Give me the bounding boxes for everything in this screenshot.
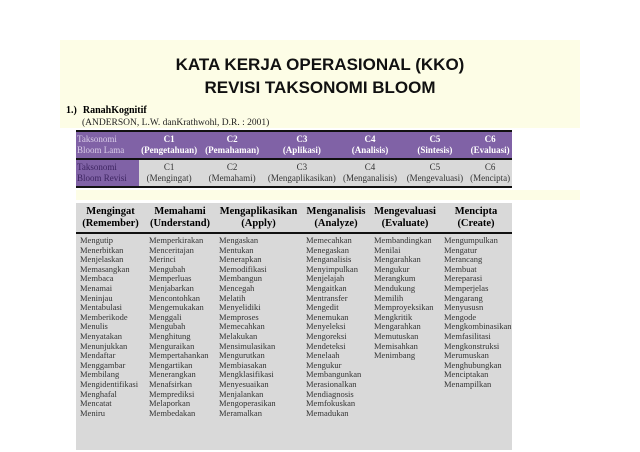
verb-item: Menyimpulkan [306, 263, 358, 274]
section-heading [66, 105, 147, 116]
verb-item: Menulis [80, 321, 108, 332]
verb-item: Mengarang [444, 292, 483, 303]
level-cell [468, 131, 512, 159]
verb-item: Menganalisis [306, 254, 352, 265]
verb-item: Menguraikan [149, 340, 195, 351]
verb-item: Membiasakan [219, 359, 267, 370]
row-old-taxonomy [76, 131, 512, 159]
verb-item: Mengatur [444, 244, 478, 255]
level-name: (Sintesis) [417, 145, 453, 155]
verb-item: Mengumpulkan [444, 235, 498, 245]
verb-item: Membuat [444, 263, 477, 274]
verb-item: Merangkum [374, 273, 416, 284]
column-header [370, 203, 440, 234]
verb-item: Memproyeksikan [374, 302, 434, 313]
level-cell [199, 159, 265, 187]
verb-item: Menjelajah [306, 273, 345, 284]
verb-item: Mengkombinasikan [444, 321, 512, 332]
verb-item: Mengkonstruksi [444, 340, 500, 351]
level-name: (Memahami) [208, 173, 256, 183]
verb-item: Menyatakan [80, 330, 123, 341]
verb-item: Mendiagnosis [306, 388, 354, 399]
verb-item: Membaca [80, 273, 114, 284]
verb-item: Mendukung [374, 282, 416, 293]
level-code: C6 [484, 134, 496, 144]
verb-list [444, 236, 512, 390]
separator-band [76, 190, 580, 200]
level-name: (Mengingat) [146, 173, 192, 183]
verb-item: Memutuskan [374, 330, 419, 341]
verb-item: Menggali [149, 311, 182, 322]
column-header [440, 203, 512, 234]
verb-list [374, 236, 440, 361]
level-cell [402, 131, 469, 159]
verb-item: Meniru [80, 407, 106, 418]
verb-item: Mengoperasikan [219, 398, 276, 409]
verb-list [80, 236, 145, 418]
header-indonesian: Memahami [154, 206, 206, 217]
verb-column [145, 203, 215, 450]
verb-list [306, 236, 370, 418]
level-code: C2 [226, 134, 238, 144]
verb-item: Menghafal [80, 388, 117, 399]
verb-item: Meninjau [80, 292, 113, 303]
verb-item: Mempertahankan [149, 350, 209, 361]
verb-item: Menegaskan [306, 244, 349, 255]
verb-column [215, 203, 302, 450]
verb-item: Mengode [444, 311, 477, 322]
level-code: C3 [296, 162, 308, 172]
header-indonesian: Mengevaluasi [374, 206, 436, 217]
verb-item: Menilai [374, 244, 401, 255]
verb-item: Memecahkan [219, 321, 265, 332]
verb-item: Memperkirakan [149, 235, 204, 245]
row-label-line: Bloom Lama [77, 145, 125, 155]
column-header [215, 203, 302, 234]
verb-item: Memilih [374, 292, 404, 303]
verb-item: Membilang [80, 369, 120, 380]
column-header [76, 203, 145, 234]
verb-item: Menjalankan [219, 388, 264, 399]
header-indonesian: Mencipta [454, 206, 498, 217]
column-header [302, 203, 370, 234]
verb-item: Menyesuaikan [219, 378, 269, 389]
verb-item: Menelaah [306, 350, 340, 361]
verb-column [302, 203, 370, 450]
verb-item: Mengaitkan [306, 282, 347, 293]
level-code: C6 [484, 162, 496, 172]
verb-item: Merasionalkan [306, 378, 357, 389]
verb-item: Memperjelas [444, 282, 489, 293]
verb-item: Memadukan [306, 407, 349, 418]
verb-item: Mendaftar [80, 350, 116, 361]
verb-item: Menghubungkan [444, 359, 502, 370]
level-name: (Menganalisis) [342, 173, 397, 183]
level-cell [265, 131, 338, 159]
verb-item: Mengoreksi [306, 330, 347, 341]
verb-item: Menampilkan [444, 378, 492, 389]
reference: (ANDERSON, L.W. danKrathwohl, D.R. : 2001) [82, 118, 270, 128]
verb-item: Menimbang [374, 350, 416, 361]
verb-item: Mengutip [80, 235, 114, 245]
verb-item: Mengurutkan [219, 350, 265, 361]
section-label: RanahKognitif [82, 105, 147, 116]
level-cell [199, 131, 265, 159]
verb-item: Membangunkan [306, 369, 362, 380]
row-revised-taxonomy [76, 159, 512, 187]
verb-item: Mengukur [374, 263, 410, 274]
verb-item: Memproses [219, 311, 259, 322]
verb-item: Mengklasifikasi [219, 369, 274, 380]
verb-item: Menyelidiki [219, 302, 261, 313]
level-cell [265, 159, 338, 187]
verb-item: Menceritajan [149, 244, 194, 255]
verb-item: Menemukan [306, 311, 349, 322]
verb-item: Mengukur [306, 359, 342, 370]
row-label-line: Taksonomi [77, 134, 117, 144]
level-cell [468, 159, 512, 187]
verb-item: Menerangkan [149, 369, 196, 380]
section-number: 1.) [66, 105, 77, 116]
verb-item: Mengedit [306, 302, 339, 313]
header-english: (Evaluate) [381, 218, 429, 229]
level-code: C1 [163, 134, 175, 144]
verb-item: Memberikode [80, 311, 128, 322]
verb-item: Mengartikan [149, 359, 193, 370]
header-english: (Create) [457, 218, 495, 229]
header-english: (Analyze) [314, 218, 358, 229]
row-label-line: Taksonomi [77, 162, 117, 172]
verb-item: Memecahkan [306, 235, 352, 245]
verb-item: Memodifikasi [219, 263, 267, 274]
level-name: (Analisis) [351, 145, 389, 155]
verb-item: Menggambar [80, 359, 126, 370]
page-subtitle: REVISI TAKSONOMI BLOOM [204, 78, 436, 97]
level-name: (Pengetahuan) [141, 145, 198, 155]
verb-item: Membandingkan [374, 235, 432, 245]
verb-item: Melatih [219, 292, 246, 303]
level-cell [139, 131, 199, 159]
header-english: (Remember) [82, 218, 139, 229]
verb-item: Merancang [444, 254, 483, 265]
level-name: (Pemahaman) [205, 145, 260, 155]
verb-item: Mengemukakan [149, 302, 204, 313]
verb-item: Menamai [80, 282, 113, 293]
verb-item: Mentransfer [306, 292, 348, 303]
verb-item: Menjabarkan [149, 282, 194, 293]
verb-item: Menerapkan [219, 254, 262, 265]
verb-item: Membedakan [149, 407, 196, 418]
verb-list [219, 236, 302, 418]
verb-item: Memperluas [149, 273, 192, 284]
level-cell [338, 159, 401, 187]
bloom-comparison-table [76, 130, 512, 188]
row-label-line: Bloom Revisi [77, 173, 127, 183]
verb-item: Mengkritik [374, 311, 413, 322]
row-label [76, 131, 139, 159]
verb-item: Memfasilitasi [444, 330, 491, 341]
level-code: C1 [163, 162, 175, 172]
verb-item: Menciptakan [444, 369, 489, 380]
verb-item: Memprediksi [149, 388, 195, 399]
level-name: (Mengevaluasi) [406, 173, 464, 183]
verb-list [149, 236, 215, 418]
level-code: C5 [429, 162, 441, 172]
verb-item: Mengubah [149, 321, 186, 332]
level-code: C5 [429, 134, 441, 144]
verb-column [440, 203, 512, 450]
verb-item: Mensimulasikan [219, 340, 276, 351]
verb-item: Mengubah [149, 263, 186, 274]
verb-item: Menghitung [149, 330, 191, 341]
verb-item: Menyususn [444, 302, 484, 313]
header-indonesian: Mengaplikasikan [219, 206, 298, 217]
level-cell [338, 131, 401, 159]
header-indonesian: Mengingat [86, 206, 135, 217]
verb-item: Menerbitkan [80, 244, 124, 255]
verb-item: Menunjukkan [80, 340, 128, 351]
verb-item: Mentabulasi [80, 302, 123, 313]
column-header [145, 203, 215, 234]
verb-item: Meramalkan [219, 407, 262, 418]
verb-item: Mereparasi [444, 273, 483, 284]
verb-item: Membangun [219, 273, 262, 284]
verb-item: Mengaskan [219, 235, 259, 245]
verb-item: Memisahkan [374, 340, 418, 351]
verb-item: Merinci [149, 254, 176, 265]
level-cell [139, 159, 199, 187]
verb-item: Menafsirkan [149, 378, 192, 389]
level-name: (Mengaplikasikan) [267, 173, 336, 183]
verb-item: Mengarahkan [374, 321, 421, 332]
verb-item: Mencontohkan [149, 292, 200, 303]
verb-item: Mencegah [219, 282, 255, 293]
verb-item: Mendeteksi [306, 340, 346, 351]
verb-item: Melakukan [219, 330, 258, 341]
page-title: KATA KERJA OPERASIONAL (KKO) [175, 55, 465, 74]
verb-item: Menjelaskan [80, 254, 124, 265]
level-name: (Mencipta) [470, 173, 511, 183]
verb-item: Merumuskan [444, 350, 489, 361]
verb-column [76, 203, 145, 450]
row-label [76, 159, 139, 187]
verb-item: Mentukan [219, 244, 254, 255]
verb-item: Memasangkan [80, 263, 130, 274]
level-code: C4 [364, 134, 376, 144]
verbs-table [76, 203, 512, 450]
level-code: C4 [364, 162, 376, 172]
header-indonesian: Menganalisis [306, 206, 366, 217]
verb-item: Menyeleksi [306, 321, 346, 332]
header-english: (Understand) [149, 218, 211, 229]
header-english: (Apply) [241, 218, 276, 229]
verb-item: Mengarahkan [374, 254, 421, 265]
level-cell [402, 159, 469, 187]
verb-item: Mencatat [80, 398, 112, 409]
verb-column [370, 203, 440, 450]
level-code: C2 [226, 162, 238, 172]
verb-item: Memfokuskan [306, 398, 356, 409]
verb-item: Mengidentifikasi [80, 378, 139, 389]
level-code: C3 [296, 134, 308, 144]
level-name: (Evaluasi) [470, 145, 510, 155]
level-name: (Aplikasi) [282, 145, 321, 155]
verb-item: Melaporkan [149, 398, 191, 409]
